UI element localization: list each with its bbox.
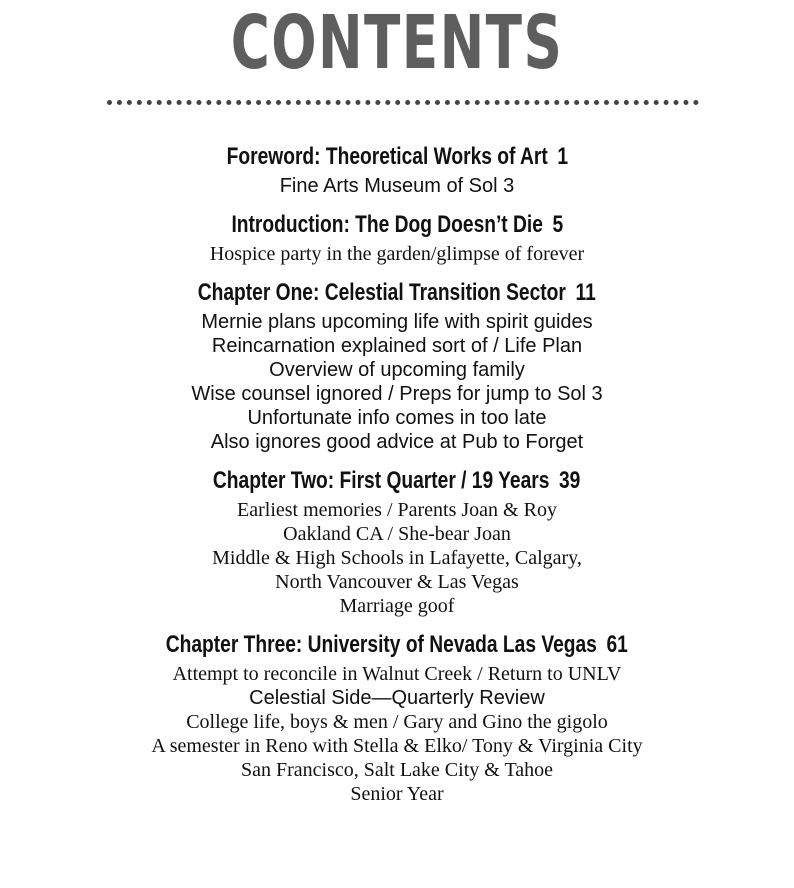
table-of-contents bbox=[0, 140, 794, 816]
toc-subentry: North Vancouver & Las Vegas bbox=[275, 571, 519, 593]
toc-section bbox=[0, 276, 794, 454]
toc-page-number: 61 bbox=[606, 631, 629, 658]
toc-subentry: Middle & High Schools in Lafayette, Calgary, bbox=[212, 547, 582, 569]
toc-heading-row bbox=[0, 208, 794, 242]
toc-section bbox=[0, 464, 794, 618]
toc-heading[interactable] bbox=[198, 276, 596, 310]
toc-section bbox=[0, 208, 794, 266]
toc-page-number: 1 bbox=[557, 143, 568, 170]
toc-page-number: 11 bbox=[575, 279, 596, 306]
toc-heading[interactable] bbox=[231, 208, 563, 242]
toc-subentry: Fine Arts Museum of Sol 3 bbox=[279, 175, 515, 197]
toc-section bbox=[0, 628, 794, 806]
toc-subentry: Overview of upcoming family bbox=[269, 359, 525, 381]
toc-page-number: 39 bbox=[559, 467, 581, 494]
toc-subentry: Hospice party in the garden/glimpse of forever bbox=[209, 243, 585, 265]
toc-subentry: Attempt to reconcile in Walnut Creek / Return to UNLV bbox=[172, 663, 622, 685]
toc-subentry: College life, boys & men / Gary and Gino the gigolo bbox=[186, 711, 608, 733]
toc-heading[interactable] bbox=[226, 140, 567, 174]
toc-heading-row bbox=[0, 276, 794, 310]
toc-heading-row bbox=[0, 464, 794, 498]
toc-section bbox=[0, 140, 794, 198]
toc-subentry: Reincarnation explained sort of / Life Plan bbox=[211, 335, 583, 357]
toc-subentry: A semester in Reno with Stella & Elko/ Tony & Virginia City bbox=[151, 735, 643, 757]
toc-heading-text: Chapter Two: First Quarter / 19 Years bbox=[213, 467, 550, 494]
toc-heading-text: Chapter One: Celestial Transition Sector bbox=[198, 279, 567, 306]
dotted-divider bbox=[107, 100, 699, 105]
toc-subentry: Senior Year bbox=[350, 783, 444, 805]
toc-subentry: Oakland CA / She-bear Joan bbox=[283, 523, 511, 545]
toc-heading-row bbox=[0, 628, 794, 662]
toc-heading[interactable] bbox=[166, 628, 628, 662]
toc-subentry: Mernie plans upcoming life with spirit guides bbox=[201, 311, 593, 333]
toc-subentry: Earliest memories / Parents Joan & Roy bbox=[237, 499, 557, 521]
toc-heading[interactable] bbox=[213, 464, 580, 498]
toc-subentry: San Francisco, Salt Lake City & Tahoe bbox=[240, 759, 554, 781]
toc-page-number: 5 bbox=[552, 211, 563, 238]
toc-heading-text: Introduction: The Dog Doesn’t Die bbox=[231, 211, 543, 238]
toc-subentry: Marriage goof bbox=[339, 595, 455, 617]
toc-heading-text: Chapter Three: University of Nevada Las Vegas bbox=[165, 631, 598, 658]
page-title: CONTENTS bbox=[230, 0, 564, 86]
toc-subentry: Wise counsel ignored / Preps for jump to Sol 3 bbox=[191, 383, 603, 405]
toc-subentry: Celestial Side—Quarterly Review bbox=[249, 687, 545, 709]
toc-subentry: Also ignores good advice at Pub to Forget bbox=[210, 431, 584, 453]
toc-heading-text: Foreword: Theoretical Works of Art bbox=[226, 143, 548, 170]
toc-subentry: Unfortunate info comes in too late bbox=[247, 407, 547, 429]
toc-heading-row bbox=[0, 140, 794, 174]
